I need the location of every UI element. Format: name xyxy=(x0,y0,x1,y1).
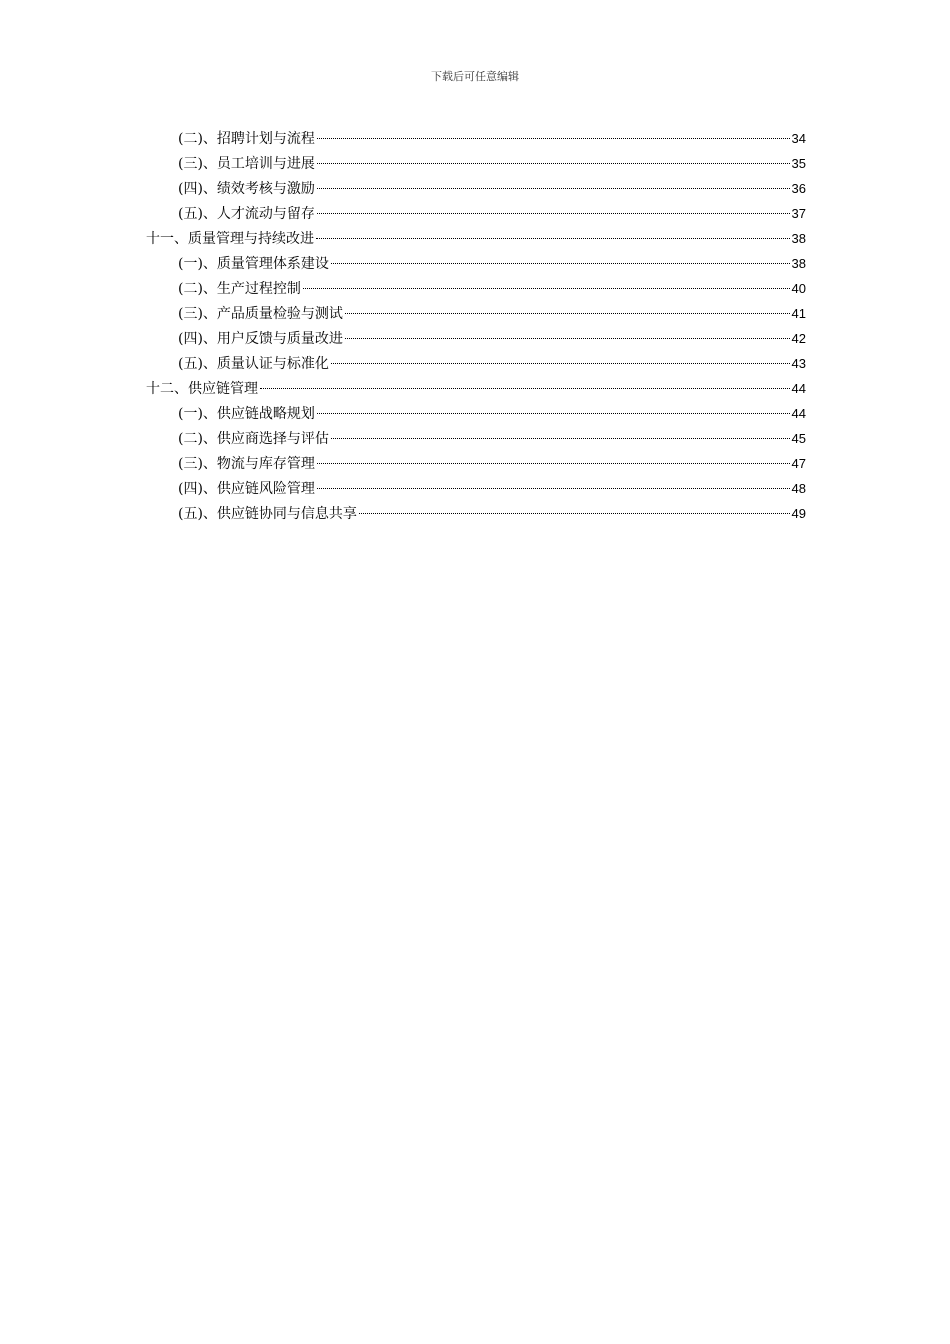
toc-dot-leader xyxy=(317,138,790,139)
toc-entry[interactable] xyxy=(146,151,806,176)
toc-entry-title: (二)、招聘计划与流程 xyxy=(178,131,315,147)
toc-entry-page: 37 xyxy=(791,206,806,221)
toc-entry[interactable] xyxy=(146,251,806,276)
toc-entry-page: 44 xyxy=(791,406,806,421)
toc-entry-title: (一)、质量管理体系建设 xyxy=(178,256,329,272)
toc-dot-leader xyxy=(331,438,790,439)
toc-entry-title: (三)、物流与库存管理 xyxy=(178,456,315,472)
toc-dot-leader xyxy=(260,388,790,389)
toc-entry-title: (五)、质量认证与标准化 xyxy=(178,356,329,372)
toc-entry-title: 十一、质量管理与持续改进 xyxy=(146,231,314,247)
toc-dot-leader xyxy=(317,213,790,214)
toc-dot-leader xyxy=(316,238,790,239)
toc-entry-title: (五)、供应链协同与信息共享 xyxy=(178,506,357,522)
toc-entry-title: 十二、供应链管理 xyxy=(146,381,258,397)
toc-entry[interactable] xyxy=(146,501,806,526)
toc-dot-leader xyxy=(317,413,790,414)
toc-entry-title: (四)、绩效考核与激励 xyxy=(178,181,315,197)
toc-entry-title: (四)、用户反馈与质量改进 xyxy=(178,331,343,347)
toc-entry[interactable] xyxy=(146,351,806,376)
toc-entry-page: 48 xyxy=(791,481,806,496)
toc-entry-page: 34 xyxy=(791,131,806,146)
toc-entry[interactable] xyxy=(146,451,806,476)
toc-entry-page: 47 xyxy=(791,456,806,471)
toc-entry-title: (二)、生产过程控制 xyxy=(178,281,301,297)
toc-entry[interactable] xyxy=(146,401,806,426)
toc-dot-leader xyxy=(345,313,790,314)
toc-entry-title: (五)、人才流动与留存 xyxy=(178,206,315,222)
toc-dot-leader xyxy=(345,338,790,339)
toc-entry-page: 43 xyxy=(791,356,806,371)
toc-chapter-entry[interactable] xyxy=(146,226,806,251)
toc-entry[interactable] xyxy=(146,276,806,301)
toc-entry[interactable] xyxy=(146,326,806,351)
header-note: 下载后可任意编辑 xyxy=(431,70,519,83)
toc-entry-title: (四)、供应链风险管理 xyxy=(178,481,315,497)
toc-entry-title: (三)、员工培训与进展 xyxy=(178,156,315,172)
toc-dot-leader xyxy=(317,163,790,164)
toc-entry-page: 38 xyxy=(791,231,806,246)
toc-entry-title: (二)、供应商选择与评估 xyxy=(178,431,329,447)
toc-entry[interactable] xyxy=(146,301,806,326)
table-of-contents xyxy=(146,126,806,526)
toc-entry-page: 41 xyxy=(791,306,806,321)
toc-chapter-entry[interactable] xyxy=(146,376,806,401)
toc-dot-leader xyxy=(317,488,790,489)
toc-dot-leader xyxy=(317,463,790,464)
toc-entry[interactable] xyxy=(146,476,806,501)
toc-entry[interactable] xyxy=(146,176,806,201)
toc-entry-page: 45 xyxy=(791,431,806,446)
toc-entry-page: 36 xyxy=(791,181,806,196)
toc-entry-page: 40 xyxy=(791,281,806,296)
toc-entry-page: 35 xyxy=(791,156,806,171)
toc-entry-page: 42 xyxy=(791,331,806,346)
toc-entry[interactable] xyxy=(146,126,806,151)
toc-entry-page: 44 xyxy=(791,381,806,396)
toc-entry-page: 49 xyxy=(791,506,806,521)
toc-dot-leader xyxy=(331,363,790,364)
toc-dot-leader xyxy=(359,513,790,514)
toc-dot-leader xyxy=(317,188,790,189)
toc-dot-leader xyxy=(331,263,790,264)
toc-entry[interactable] xyxy=(146,426,806,451)
toc-entry-title: (一)、供应链战略规划 xyxy=(178,406,315,422)
toc-entry-title: (三)、产品质量检验与测试 xyxy=(178,306,343,322)
toc-entry-page: 38 xyxy=(791,256,806,271)
toc-dot-leader xyxy=(303,288,790,289)
toc-entry[interactable] xyxy=(146,201,806,226)
